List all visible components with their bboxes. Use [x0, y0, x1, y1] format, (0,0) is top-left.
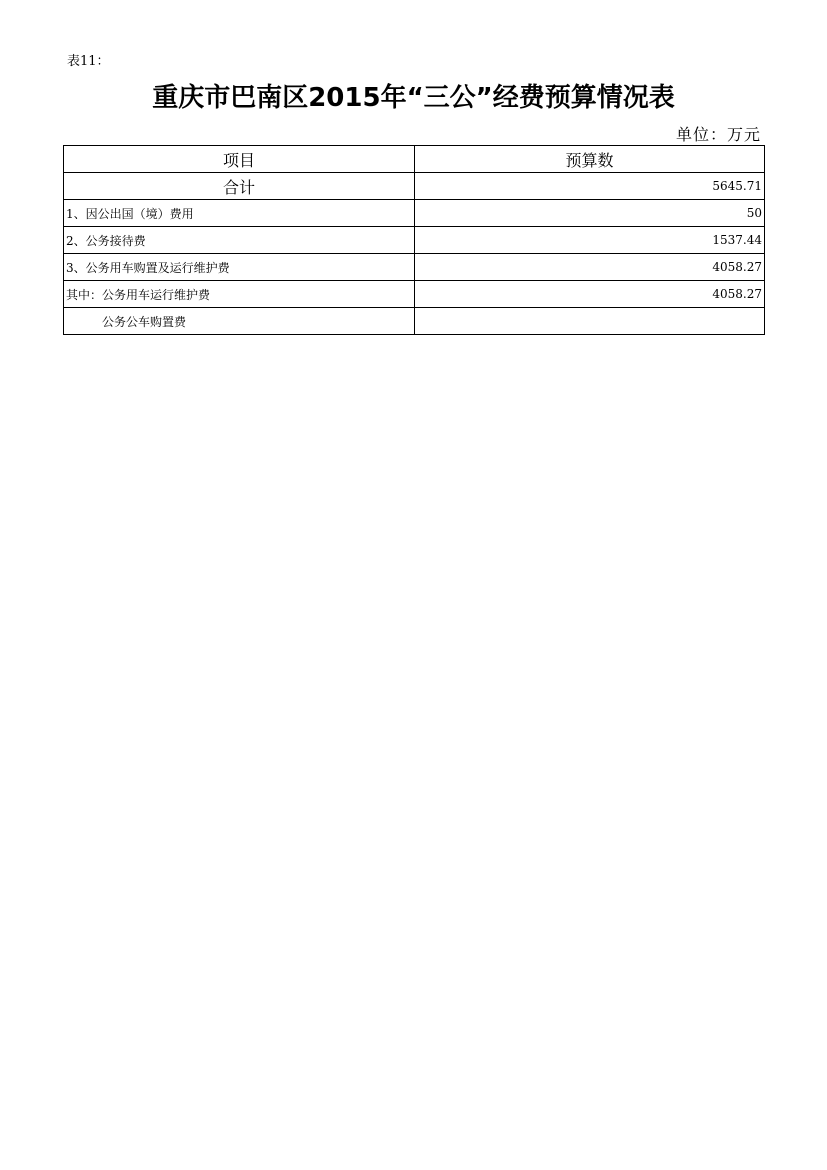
table-row: [64, 281, 765, 308]
table-row: [64, 254, 765, 281]
table-row: [64, 308, 765, 335]
table-row: [64, 200, 765, 227]
table-row: [64, 227, 765, 254]
row-label: 合计: [64, 173, 415, 200]
unit-label: 单位：万元: [675, 125, 761, 144]
row-value: 4058.27: [415, 254, 765, 281]
row-value: 50: [415, 200, 765, 227]
column-header-budget: 预算数: [415, 146, 765, 173]
row-value: 5645.71: [415, 173, 765, 200]
row-label: 3、公务用车购置及运行维护费: [64, 254, 415, 281]
row-value: 4058.27: [415, 281, 765, 308]
row-value: [415, 308, 765, 335]
table-row-total: [64, 173, 765, 200]
budget-table: [63, 145, 765, 335]
table-header-row: [64, 146, 765, 173]
row-label: 其中：公务用车运行维护费: [64, 281, 415, 308]
row-label: 1、因公出国（境）费用: [64, 200, 415, 227]
row-label: 公务公车购置费: [64, 308, 415, 335]
row-value: 1537.44: [415, 227, 765, 254]
table-number-label: 表11：: [67, 54, 110, 69]
row-label: 2、公务接待费: [64, 227, 415, 254]
page-title: 重庆市巴南区2015年“三公”经费预算情况表: [152, 83, 675, 113]
column-header-item: 项目: [64, 146, 415, 173]
